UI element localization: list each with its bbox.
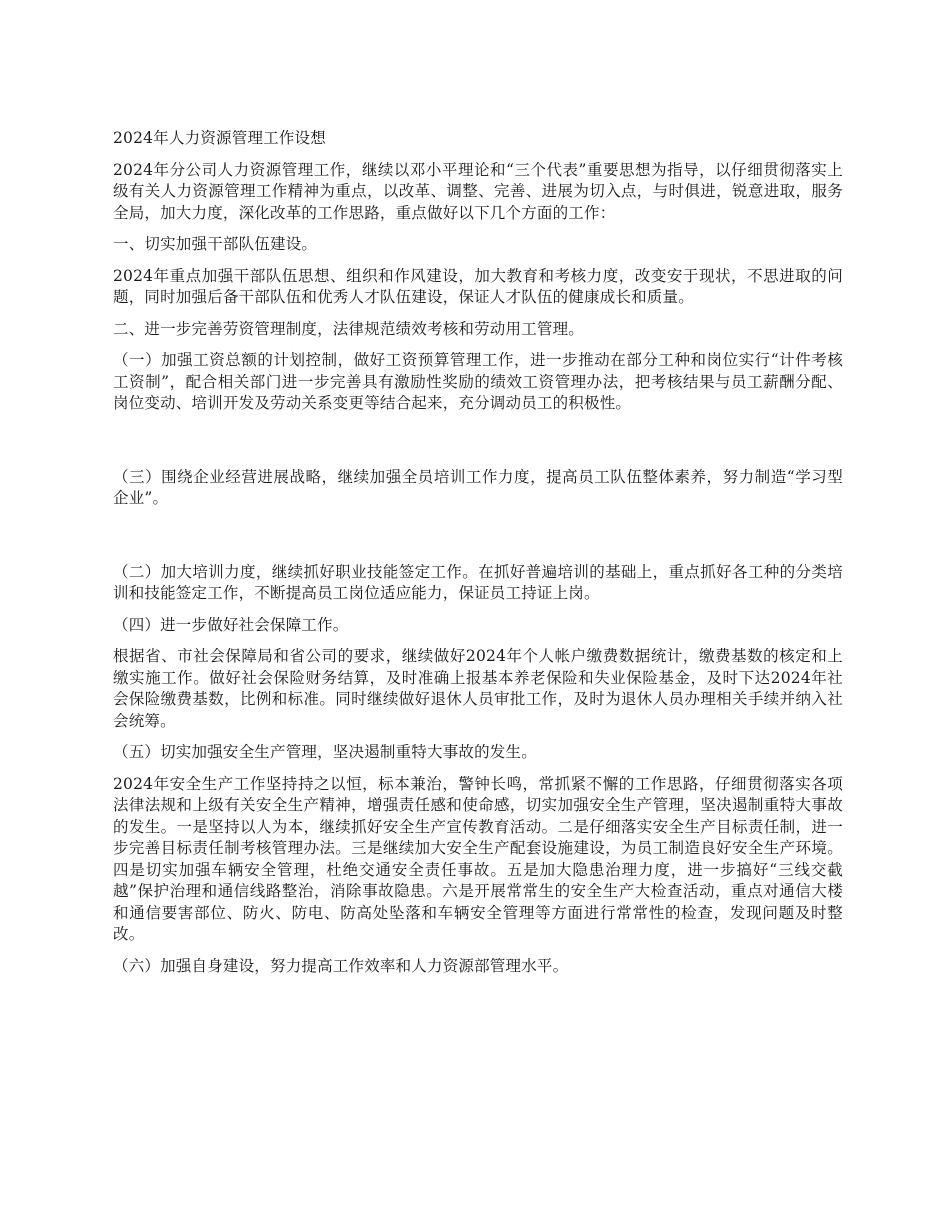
subsection-heading: （六）加强自身建设，努力提高工作效率和人力资源部管理水平。 xyxy=(113,956,569,975)
section-heading-1: 一、切实加强干部队伍建设。 xyxy=(113,235,318,253)
document-title: 2024年人力资源管理工作设想 xyxy=(113,129,326,147)
document-page xyxy=(113,128,843,977)
body-paragraph: 2024年重点加强干部队伍思想、组织和作风建设，加大教育和考核力度，改变安于现状，不思进取的问题，同时加强后备干部队伍和优秀人才队伍建设，保证人才队伍的健康成长和质量。 xyxy=(113,266,843,306)
body-paragraph: 根据省、市社会保障局和省公司的要求，继续做好2024年个人帐户缴费数据统计，缴费基数的核定和上缴实施工作。做好社会保险财务结算，及时准确上报基本养老保险和失业保险基金，及时下达2024年社会保险缴费基数，比例和标准。同时继续做好退休人员审批工作，及时为退休人员办理相关手续并纳入社会统筹。 xyxy=(113,647,843,730)
section-heading-2: 二、进一步完善劳资管理制度，法律规范绩效考核和劳动用工管理。 xyxy=(113,319,585,338)
body-paragraph: （一）加强工资总额的计划控制，做好工资预算管理工作，进一步推动在部分工种和岗位实行“计件考核工资制”，配合相关部门进一步完善具有激励性奖励的绩效工资管理办法，把考核结果与员工薪酬分配、岗位变动、培训开发及劳动关系变更等结合起来，充分调动员工的积极性。 xyxy=(113,351,843,412)
subsection-heading: （五）切实加强安全生产管理，坚决遏制重特大事故的发生。 xyxy=(113,743,537,761)
body-paragraph: 2024年安全生产工作坚持持之以恒，标本兼治，警钟长鸣，常抓紧不懈的工作思路，仔细贯彻落实各项法律法规和上级有关安全生产精神，增强责任感和使命感，切实加强安全生产管理，坚决遏制重特大事故的发生。一是坚持以人为本，继续抓好安全生产宣传教育活动。二是仔细落实安全生产目标责任制，进一步完善目标责任制考核管理办法。三是继续加大安全生产配套设施建设，为员工制造良好安全生产环境。四是切实加强车辆安全管理，杜绝交通安全责任事故。五是加大隐患治理力度，进一步搞好“三线交截越”保护治理和通信线路整治，消除事故隐患。六是开展常常生的安全生产大检查活动，重点对通信大楼和通信要害部位、防火、防电、防高处坠落和车辆安全管理等方面进行常常性的检查，发现问题及时整改。 xyxy=(113,774,843,943)
body-paragraph: （二）加大培训力度，继续抓好职业技能签定工作。在抓好普遍培训的基础上，重点抓好各工种的分类培训和技能签定工作，不断提高员工岗位适应能力，保证员工持证上岗。 xyxy=(113,562,843,602)
intro-paragraph: 2024年分公司人力资源管理工作，继续以邓小平理论和“三个代表”重要思想为指导，以仔细贯彻落实上级有关人力资源管理工作精神为重点，以改革、调整、完善、进展为切入点，与时俱进，锐意进取，服务全局，加大力度，深化改革的工作思路，重点做好以下几个方面的工作： xyxy=(113,160,843,222)
subsection-heading: （四）进一步做好社会保障工作。 xyxy=(113,615,349,634)
body-paragraph: （三）围绕企业经营进展战略，继续加强全员培训工作力度，提高员工队伍整体素养，努力制造“学习型企业”。 xyxy=(113,467,843,507)
